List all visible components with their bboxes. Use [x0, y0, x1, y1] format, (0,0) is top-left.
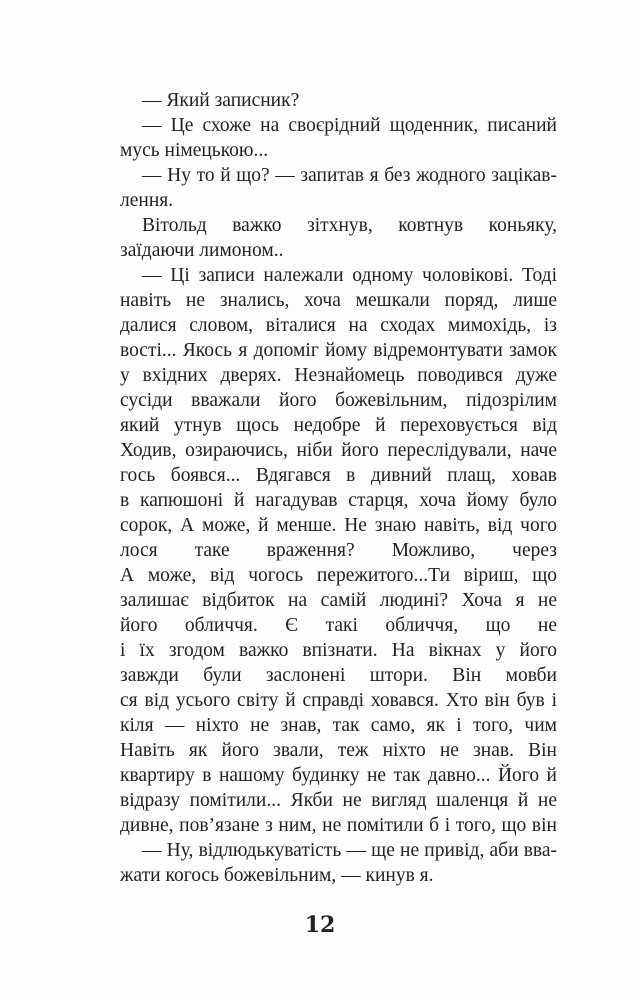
text-line: квартиру в нашому будинку не так давно... Його й — [120, 765, 557, 786]
text-line: — Який записник? — [142, 90, 300, 111]
text-line: жати когось божевільним, — кинув я. — [120, 865, 434, 886]
text-line: далися словом, віталися на сходах мимохідь, із — [120, 315, 557, 336]
text-line: — Ну, відлюдькуватість — ще не привід, аби вва- — [142, 840, 557, 861]
text-line: у вхідних дверях. Незнайомець поводився дуже — [120, 365, 557, 386]
text-line: лення. — [120, 190, 174, 211]
text-line: який утнув щось недобре й переховується від — [120, 415, 557, 436]
text-line: гось боявся... Вдягався в дивний плащ, ховав — [120, 465, 557, 486]
text-line: сорок, А може, й менше. Не знаю навіть, від чого — [120, 515, 557, 536]
text-line: лося таке враження? Можливо, через — [120, 540, 557, 561]
text-line: відразу помітили... Якби не вигляд шаленця й не — [120, 790, 557, 811]
text-line: ся від усього світу й справді ховався. Хто він був і — [120, 690, 557, 711]
text-line: мусь німецькою... — [120, 140, 269, 161]
text-line: і їх згодом важко впізнати. На вікнах у його — [120, 640, 557, 661]
page-number: 12 — [304, 912, 336, 938]
text-line: — Ну то й що? — запитав я без жодного зацікав- — [142, 165, 557, 186]
text-line: Навіть як його звали, теж ніхто не знав. Він — [120, 740, 557, 761]
text-line: — Це схоже на своєрідний щоденник, писаний — [142, 115, 557, 136]
text-line: заїдаючи лимоном.. — [120, 240, 284, 261]
text-line: — Ці записи належали одному чоловікові. Тоді — [142, 265, 557, 286]
text-line: сусіди вважали його божевільним, підозрілим — [120, 390, 557, 411]
text-line: залишає відбиток на самій людині? Хоча я не — [120, 590, 557, 611]
text-line: завжди були заслонені штори. Він мовби — [120, 665, 557, 686]
body-text — [120, 88, 557, 888]
text-line: дивне, пов’язане з ним, не помітили б і того, що він — [120, 815, 557, 836]
text-line: навіть не знались, хоча мешкали поряд, лише — [120, 290, 557, 311]
text-line: Вітольд важко зітхнув, ковтнув коньяку, — [142, 215, 557, 236]
text-line: його обличчя. Є такі обличчя, що не — [120, 615, 557, 636]
text-line: А може, від чогось пережитого...Ти віриш, що — [120, 565, 557, 586]
text-line: вості... Якось я допоміг йому відремонтувати замок — [120, 340, 557, 361]
text-line: в капюшоні й нагадував старця, хоча йому було — [120, 490, 557, 511]
text-line: Ходив, озираючись, ніби його переслідували, наче — [120, 440, 557, 461]
text-line: кіля — ніхто не знав, так само, як і того, чим — [120, 715, 557, 736]
